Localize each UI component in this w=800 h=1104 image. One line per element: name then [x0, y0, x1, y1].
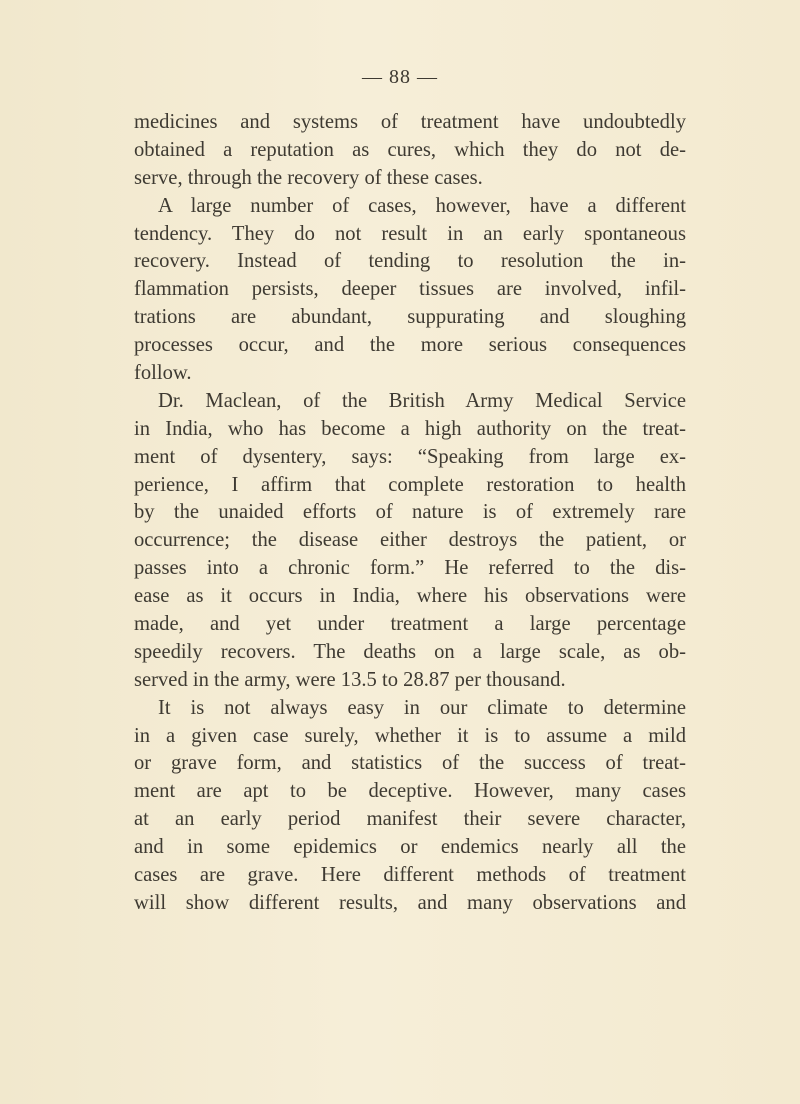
text-line: follow. — [134, 362, 192, 385]
text-line: and in some epidemics or endemics nearly all the — [134, 836, 686, 859]
text-line: flammation persists, deeper tissues are involved, infil- — [134, 278, 686, 301]
text-line: in India, who has become a high authority on the treat- — [134, 417, 686, 440]
text-line: ease as it occurs in India, where his observations were — [134, 585, 686, 608]
text-line: It is not always easy in our climate to determine — [158, 696, 686, 719]
text-line: ment of dysentery, says: “Speaking from large ex- — [134, 445, 686, 468]
text-line: at an early period manifest their severe character, — [134, 808, 686, 831]
text-line: passes into a chronic form.” He referred to the dis- — [134, 557, 686, 580]
text-line: cases are grave. Here different methods of treatment — [134, 864, 686, 887]
text-line: speedily recovers. The deaths on a large scale, as ob- — [134, 640, 686, 663]
body-text — [134, 109, 686, 918]
text-line: tendency. They do not result in an early spontaneous — [134, 222, 686, 245]
text-line: Dr. Maclean, of the British Army Medical Service — [158, 389, 686, 412]
text-line: obtained a reputation as cures, which they do not de- — [134, 138, 686, 161]
text-line: medicines and systems of treatment have undoubtedly — [134, 111, 686, 133]
text-line: processes occur, and the more serious consequences — [134, 334, 686, 357]
text-line: A large number of cases, however, have a different — [158, 194, 686, 217]
text-line: occurrence; the disease either destroys the patient, or — [134, 529, 686, 552]
page-number: — 88 — — [362, 66, 438, 88]
text-line: served in the army, were 13.5 to 28.87 per thousand. — [134, 668, 566, 691]
text-line: serve, through the recovery of these cases. — [134, 166, 483, 189]
text-line: ment are apt to be deceptive. However, many cases — [134, 780, 686, 803]
text-line: recovery. Instead of tending to resolution the in- — [134, 250, 686, 273]
text-line: in a given case surely, whether it is to assume a mild — [134, 724, 686, 747]
text-line: perience, I affirm that complete restoration to health — [134, 473, 686, 496]
text-line: by the unaided efforts of nature is of extremely rare — [134, 501, 686, 524]
text-line: or grave form, and statistics of the success of treat- — [134, 752, 686, 775]
text-line: trations are abundant, suppurating and sloughing — [134, 306, 686, 329]
text-line: made, and yet under treatment a large percentage — [134, 613, 686, 636]
text-line: will show different results, and many observations and — [134, 891, 686, 914]
